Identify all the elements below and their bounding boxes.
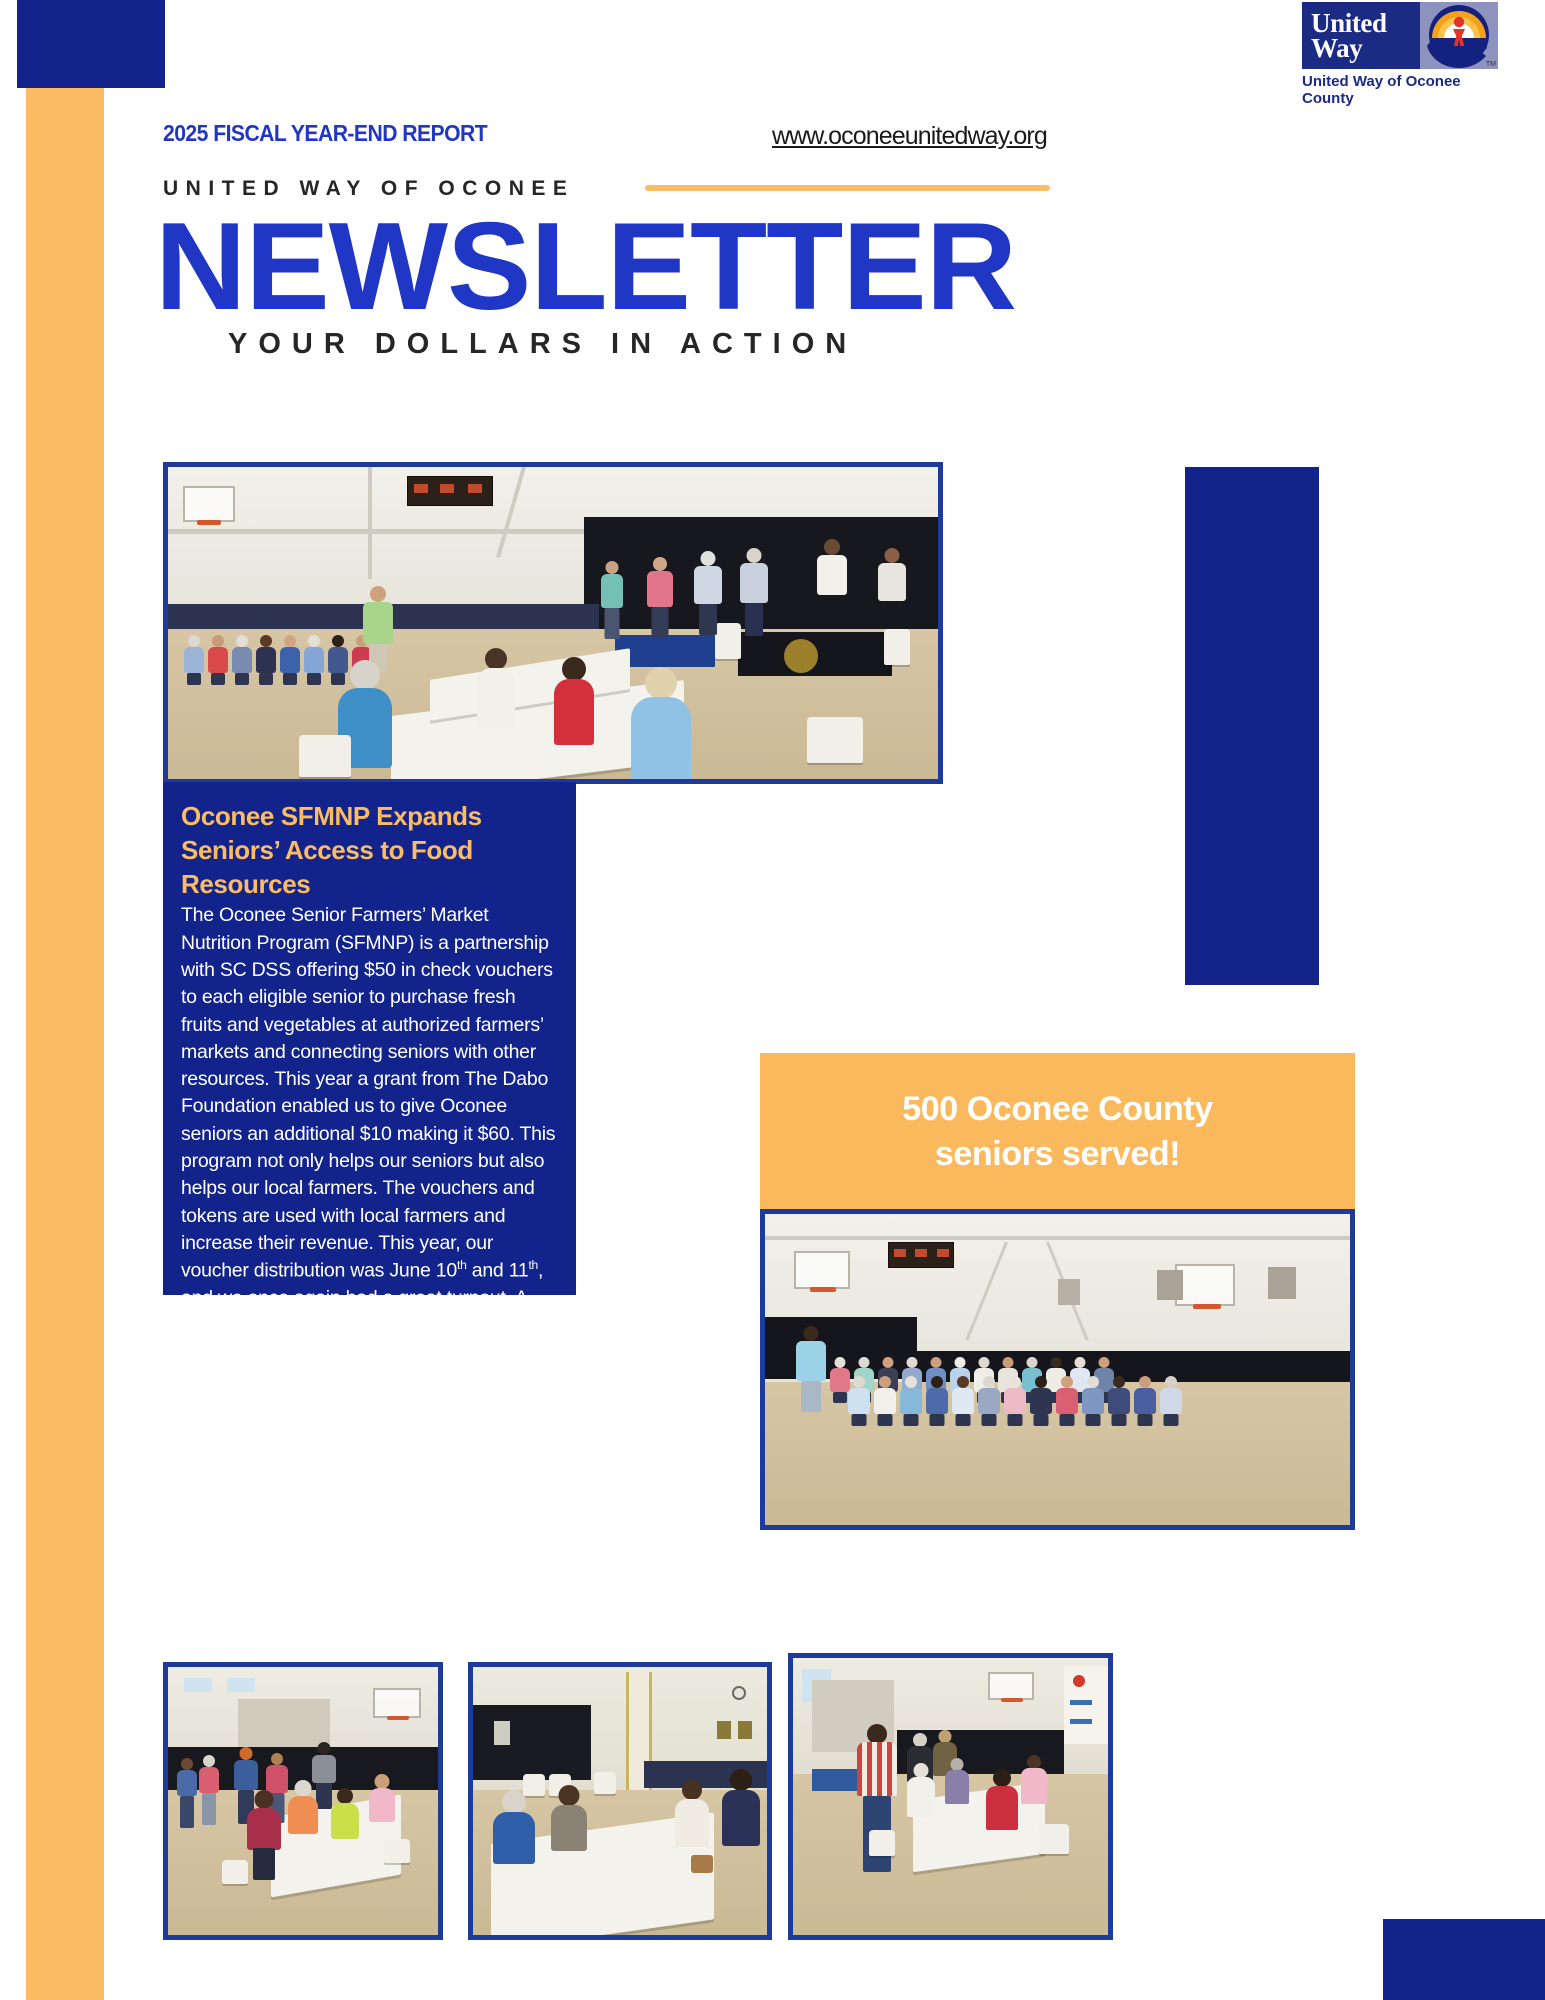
bottom-photo-seniors-filling-forms xyxy=(163,1662,443,1940)
article-ordinal-2: th xyxy=(528,1258,539,1273)
article-title: Oconee SFMNP Expands Seniors’ Access to Food Resources xyxy=(181,801,482,899)
masthead-subtitle: YOUR DOLLARS IN ACTION xyxy=(228,328,858,360)
page-title: NEWSLETTER xyxy=(155,198,1017,336)
masthead-kicker: UNITED WAY OF OCONEE xyxy=(163,177,575,200)
decorative-block-bottom-right xyxy=(1383,1919,1545,2000)
callout-line-2: seniors served! xyxy=(934,1134,1181,1173)
statistic-callout-box xyxy=(760,1053,1355,1210)
website-url-link[interactable]: www.oconeeunitedway.org xyxy=(772,122,1047,150)
logo-word-way: Way xyxy=(1311,32,1363,63)
article-body-part1: The Oconee Senior Farmers’ Market Nutrition Program (SFMNP) is a partnership with SC DSS offering $50 in check vouchers to each eligible senior to purchase fresh fruits and vegetables at authorized farmers’ markets and connecting seniors with other resources. This year a grant from The Dabo Foundation enabled us to give Oconee seniors an additional $10 making it $60. This program not only helps our seniors but also helps our local farmers. The vouchers and tokens are used with local farmers and increase their revenue. This year, our voucher distribution was June 10 xyxy=(181,904,556,1282)
decorative-orange-side-bar xyxy=(26,88,104,2000)
logo-wordmark xyxy=(1302,2,1420,69)
callout-line-1: 500 Oconee County xyxy=(902,1090,1213,1129)
decorative-block-right-panel xyxy=(1185,467,1319,985)
article-body-part2: and 11 xyxy=(466,1259,529,1282)
hero-photo-voucher-distribution xyxy=(163,462,943,784)
united-way-logo-mark xyxy=(1302,2,1498,69)
fiscal-year-report-label: 2025 FISCAL YEAR-END REPORT xyxy=(163,120,488,146)
article-body-part3: , and we once again had a great turnout. A special thank you to all of the volunteers who helped out with packing bags and voucher distribution. xyxy=(181,1259,558,1391)
article-body xyxy=(181,902,558,1394)
masthead-divider-rule xyxy=(645,185,1050,191)
audience-photo-seated-seniors xyxy=(760,1209,1355,1530)
callout-text xyxy=(902,1087,1213,1175)
article-ordinal-1: th xyxy=(457,1258,467,1273)
rainbow-hand-person-icon xyxy=(1420,2,1498,69)
logo-caption: United Way of Oconee County xyxy=(1302,73,1461,108)
trademark-symbol: TM xyxy=(1485,61,1496,68)
bottom-photo-volunteers-at-table xyxy=(468,1662,772,1940)
united-way-rainbow-hand-icon xyxy=(1420,2,1498,69)
united-way-logo xyxy=(1302,2,1502,107)
article-card xyxy=(163,782,576,1391)
logo-word-united: United xyxy=(1311,7,1387,38)
bottom-photo-man-at-registration-table xyxy=(788,1653,1113,1940)
decorative-block-top-left xyxy=(17,0,165,88)
